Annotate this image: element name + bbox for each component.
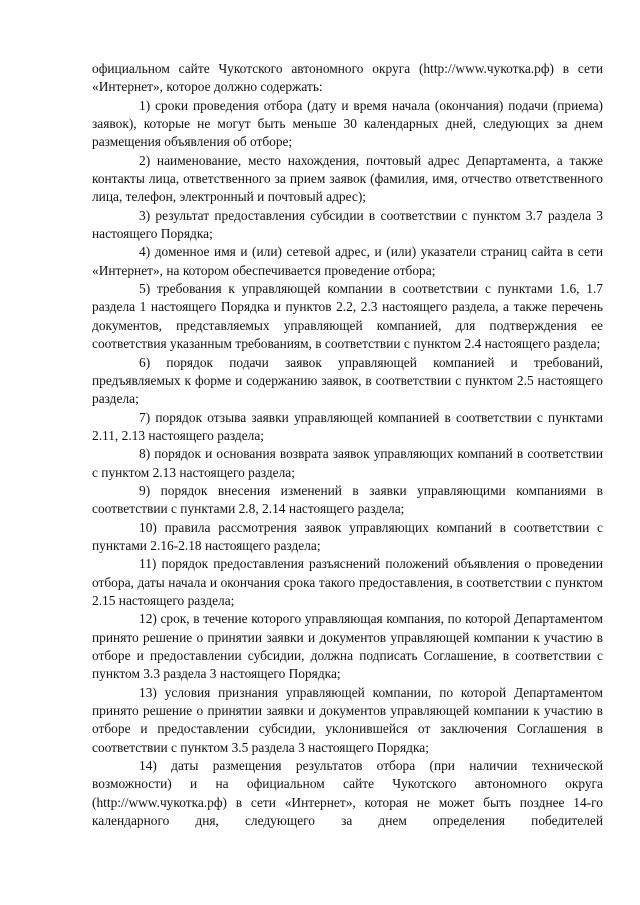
paragraph: 6) порядок подачи заявок управляющей компанией и требований, предъявляемых к форме и содержанию заявок, в соответствии с пунктом 2.5 настоящего раздела; <box>92 354 603 407</box>
document-page <box>92 60 603 830</box>
paragraph: 13) условия признания управляющей компании, по которой Департаментом принято решение о принятии заявки и документов управляющей компании к участию в отборе и предоставлении субсидии, уклонившейся от заключения Соглашения в соответствии с пунктом 3.5 раздела 3 настоящего Порядка; <box>92 684 603 755</box>
paragraph: 2) наименование, место нахождения, почтовый адрес Департамента, а также контакты лица, ответственного за прием заявок (фамилия, имя, отчество ответственного лица, телефон, электронный и почтовый адрес); <box>92 152 603 205</box>
paragraph: 5) требования к управляющей компании в соответствии с пунктами 1.6, 1.7 раздела 1 настоящего Порядка и пунктов 2.2, 2.3 настоящего раздела, а также перечень документов, представляемых управляющей компанией, для подтверждения ее соответствия указанным требованиям, в соответствии с пунктом 2.4 настоящего раздела; <box>92 281 603 352</box>
paragraph: 3) результат предоставления субсидии в соответствии с пунктом 3.7 раздела 3 настоящего Порядка; <box>92 207 603 242</box>
paragraph: 1) сроки проведения отбора (дату и время начала (окончания) подачи (приема) заявок), которые не могут быть меньше 30 календарных дней, следующих за днем размещения объявления об отборе; <box>92 97 603 150</box>
paragraph: 11) порядок предоставления разъяснений положений объявления о проведении отбора, даты начала и окончания срока такого предоставления, в соответствии с пунктом 2.15 настоящего раздела; <box>92 556 603 608</box>
paragraph: 9) порядок внесения изменений в заявки управляющими компаниями в соответствии с пунктами 2.8, 2.14 настоящего раздела; <box>92 482 603 517</box>
paragraph: 14) даты размещения результатов отбора (при наличии технической возможности) и на официальном сайте Чукотского автономного округа (http://www.чукотка.рф) в сети «Интернет», которая не может быть позднее 14-го календарного дня, следующего за днем определения победителей <box>92 758 603 829</box>
paragraph: официальном сайте Чукотского автономного округа (http://www.чукотка.рф) в сети «Интернет», которое должно содержать: <box>92 61 603 95</box>
paragraph: 8) порядок и основания возврата заявок управляющих компаний в соответствии с пунктом 2.13 настоящего раздела; <box>92 446 603 480</box>
paragraph: 7) порядок отзыва заявки управляющей компанией в соответствии с пунктами 2.11, 2.13 настоящего раздела; <box>92 409 603 443</box>
paragraph: 4) доменное имя и (или) сетевой адрес, и (или) указатели страниц сайта в сети «Интернет», на котором обеспечивается проведение отбора; <box>92 244 603 278</box>
paragraph: 10) правила рассмотрения заявок управляющих компаний в соответствии с пунктами 2.16-2.18 настоящего раздела; <box>92 519 603 553</box>
paragraph: 12) срок, в течение которого управляющая компания, по которой Департаментом принято решение о принятии заявки и документов управляющей компании к участию в отборе и предоставлении субсидии, должна подписать Соглашение, в соответствии с пунктом 3.3 раздела 3 настоящего Порядка; <box>92 611 603 682</box>
